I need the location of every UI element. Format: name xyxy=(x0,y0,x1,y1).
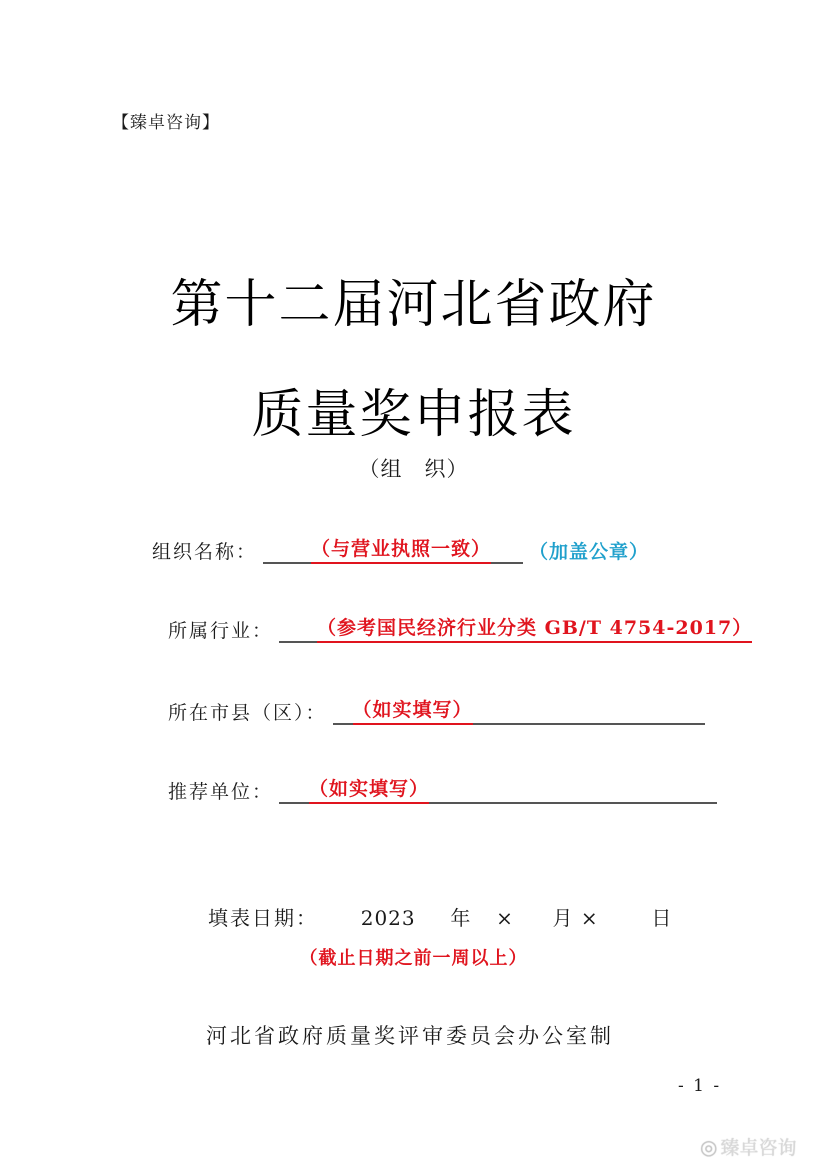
underline xyxy=(473,701,705,725)
field-hint: （如实填写） xyxy=(309,774,429,804)
field-hint: （如实填写） xyxy=(353,695,473,725)
underline xyxy=(263,540,311,564)
month-unit: 月 xyxy=(552,906,574,930)
field-recommending-unit[interactable] xyxy=(168,774,717,804)
page-number: - 1 - xyxy=(678,1076,722,1096)
field-label: 组织名称： xyxy=(152,541,258,563)
title-line-2: 质量奖申报表 xyxy=(251,385,576,445)
year-unit: 年 xyxy=(450,906,472,930)
date-year[interactable]: 2023 xyxy=(360,906,416,930)
day-unit: 日 xyxy=(651,906,673,930)
field-industry[interactable] xyxy=(168,613,752,643)
field-organization-name[interactable] xyxy=(152,534,649,564)
underline xyxy=(279,780,309,804)
stamp-note: （加盖公章） xyxy=(529,541,650,563)
date-note: （截止日期之前一周以上） xyxy=(299,948,528,969)
fill-date-row xyxy=(208,902,672,931)
field-hint: （与营业执照一致） xyxy=(311,534,491,564)
field-label: 所在市县（区）： xyxy=(168,702,327,724)
underline xyxy=(429,780,717,804)
underline xyxy=(279,619,317,643)
watermark-text: 臻卓咨询 xyxy=(720,1137,797,1159)
underline xyxy=(333,701,353,725)
date-label: 填表日期： xyxy=(208,906,318,930)
field-label: 所属行业： xyxy=(168,620,274,642)
issuer: 河北省政府质量奖评审委员会办公室制 xyxy=(206,1024,614,1048)
field-city-county[interactable] xyxy=(168,695,705,725)
date-month[interactable]: × xyxy=(496,906,514,930)
header-tag: 【臻卓咨询】 xyxy=(112,113,220,133)
underline xyxy=(491,540,523,564)
field-hint: （参考国民经济行业分类 GB/T 4754-2017） xyxy=(317,613,752,643)
watermark xyxy=(700,1133,796,1160)
weibo-icon: ◎ xyxy=(700,1135,718,1159)
field-label: 推荐单位： xyxy=(168,781,274,803)
title-line-1: 第十二届河北省政府 xyxy=(170,275,657,335)
subtitle: （组 织） xyxy=(358,457,469,481)
date-day[interactable]: × xyxy=(580,906,599,930)
